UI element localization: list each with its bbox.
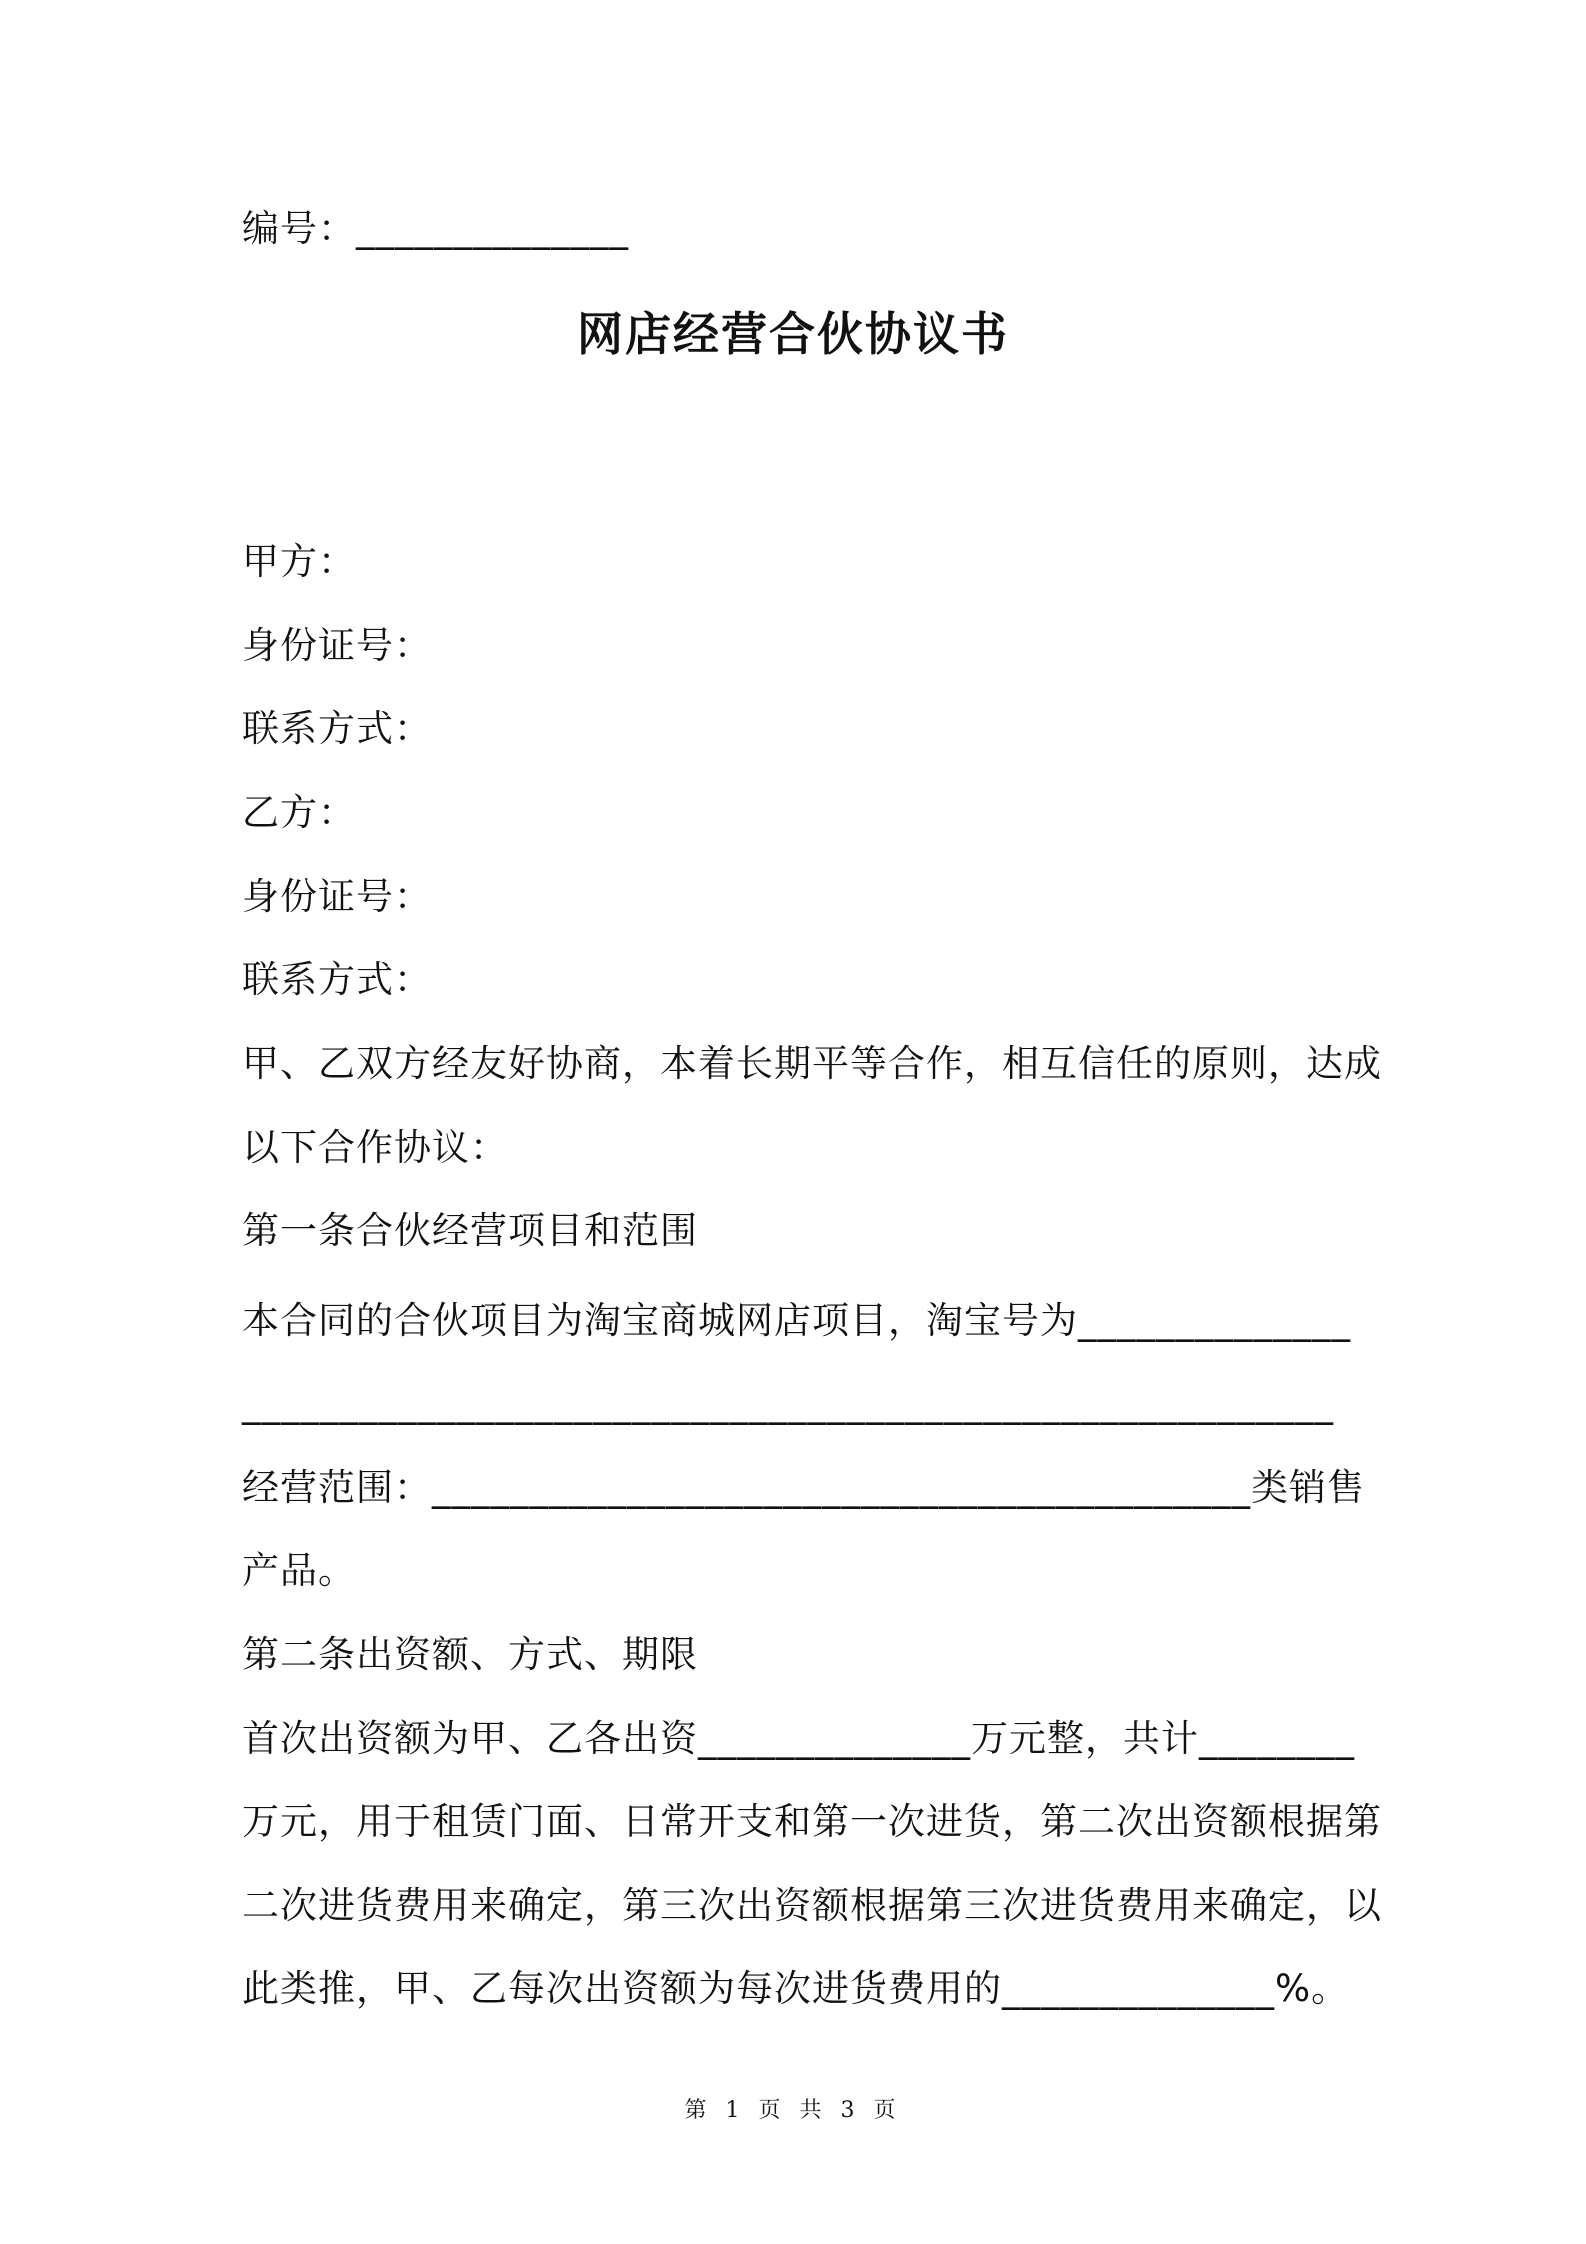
body-line: 万元，用于租赁门面、日常开支和第一次进货，第二次出资额根据第 (242, 1800, 1382, 1843)
party-a-contact-label: 联系方式： (242, 707, 432, 750)
body-line: 二次进货费用来确定，第三次出资额根据第三次进货费用来确定，以 (242, 1884, 1382, 1927)
party-a-label: 甲方： (242, 540, 356, 583)
party-a-id-label: 身份证号： (242, 624, 432, 667)
body-line: 本合同的合伙项目为淘宝商城网店项目，淘宝号为______________ (242, 1299, 1351, 1342)
article-2-heading: 第二条出资额、方式、期限 (242, 1633, 698, 1676)
party-b-contact-label: 联系方式： (242, 958, 432, 1001)
body-line: 经营范围：__________________________________________类销售 (242, 1466, 1365, 1509)
party-b-id-label: 身份证号： (242, 875, 432, 918)
party-b-label: 乙方： (242, 791, 356, 834)
document-title: 网店经营合伙协议书 (577, 307, 1009, 361)
body-line: 首次出资额为甲、乙各出资______________万元整，共计________ (242, 1717, 1355, 1760)
body-line: 甲、乙双方经友好协商，本着长期平等合作，相互信任的原则，达成 (242, 1042, 1382, 1085)
body-line: 产品。 (242, 1549, 356, 1592)
blank-line: ________________________________________________________ (242, 1382, 1334, 1425)
page-footer: 第 1 页 共 3 页 (684, 2098, 902, 2123)
body-line: 此类推，甲、乙每次出资额为每次进货费用的______________%。 (242, 1967, 1350, 2010)
document-number: 编号：______________ (242, 207, 629, 250)
article-1-heading: 第一条合伙经营项目和范围 (242, 1209, 698, 1252)
body-line: 以下合作协议： (242, 1126, 508, 1169)
